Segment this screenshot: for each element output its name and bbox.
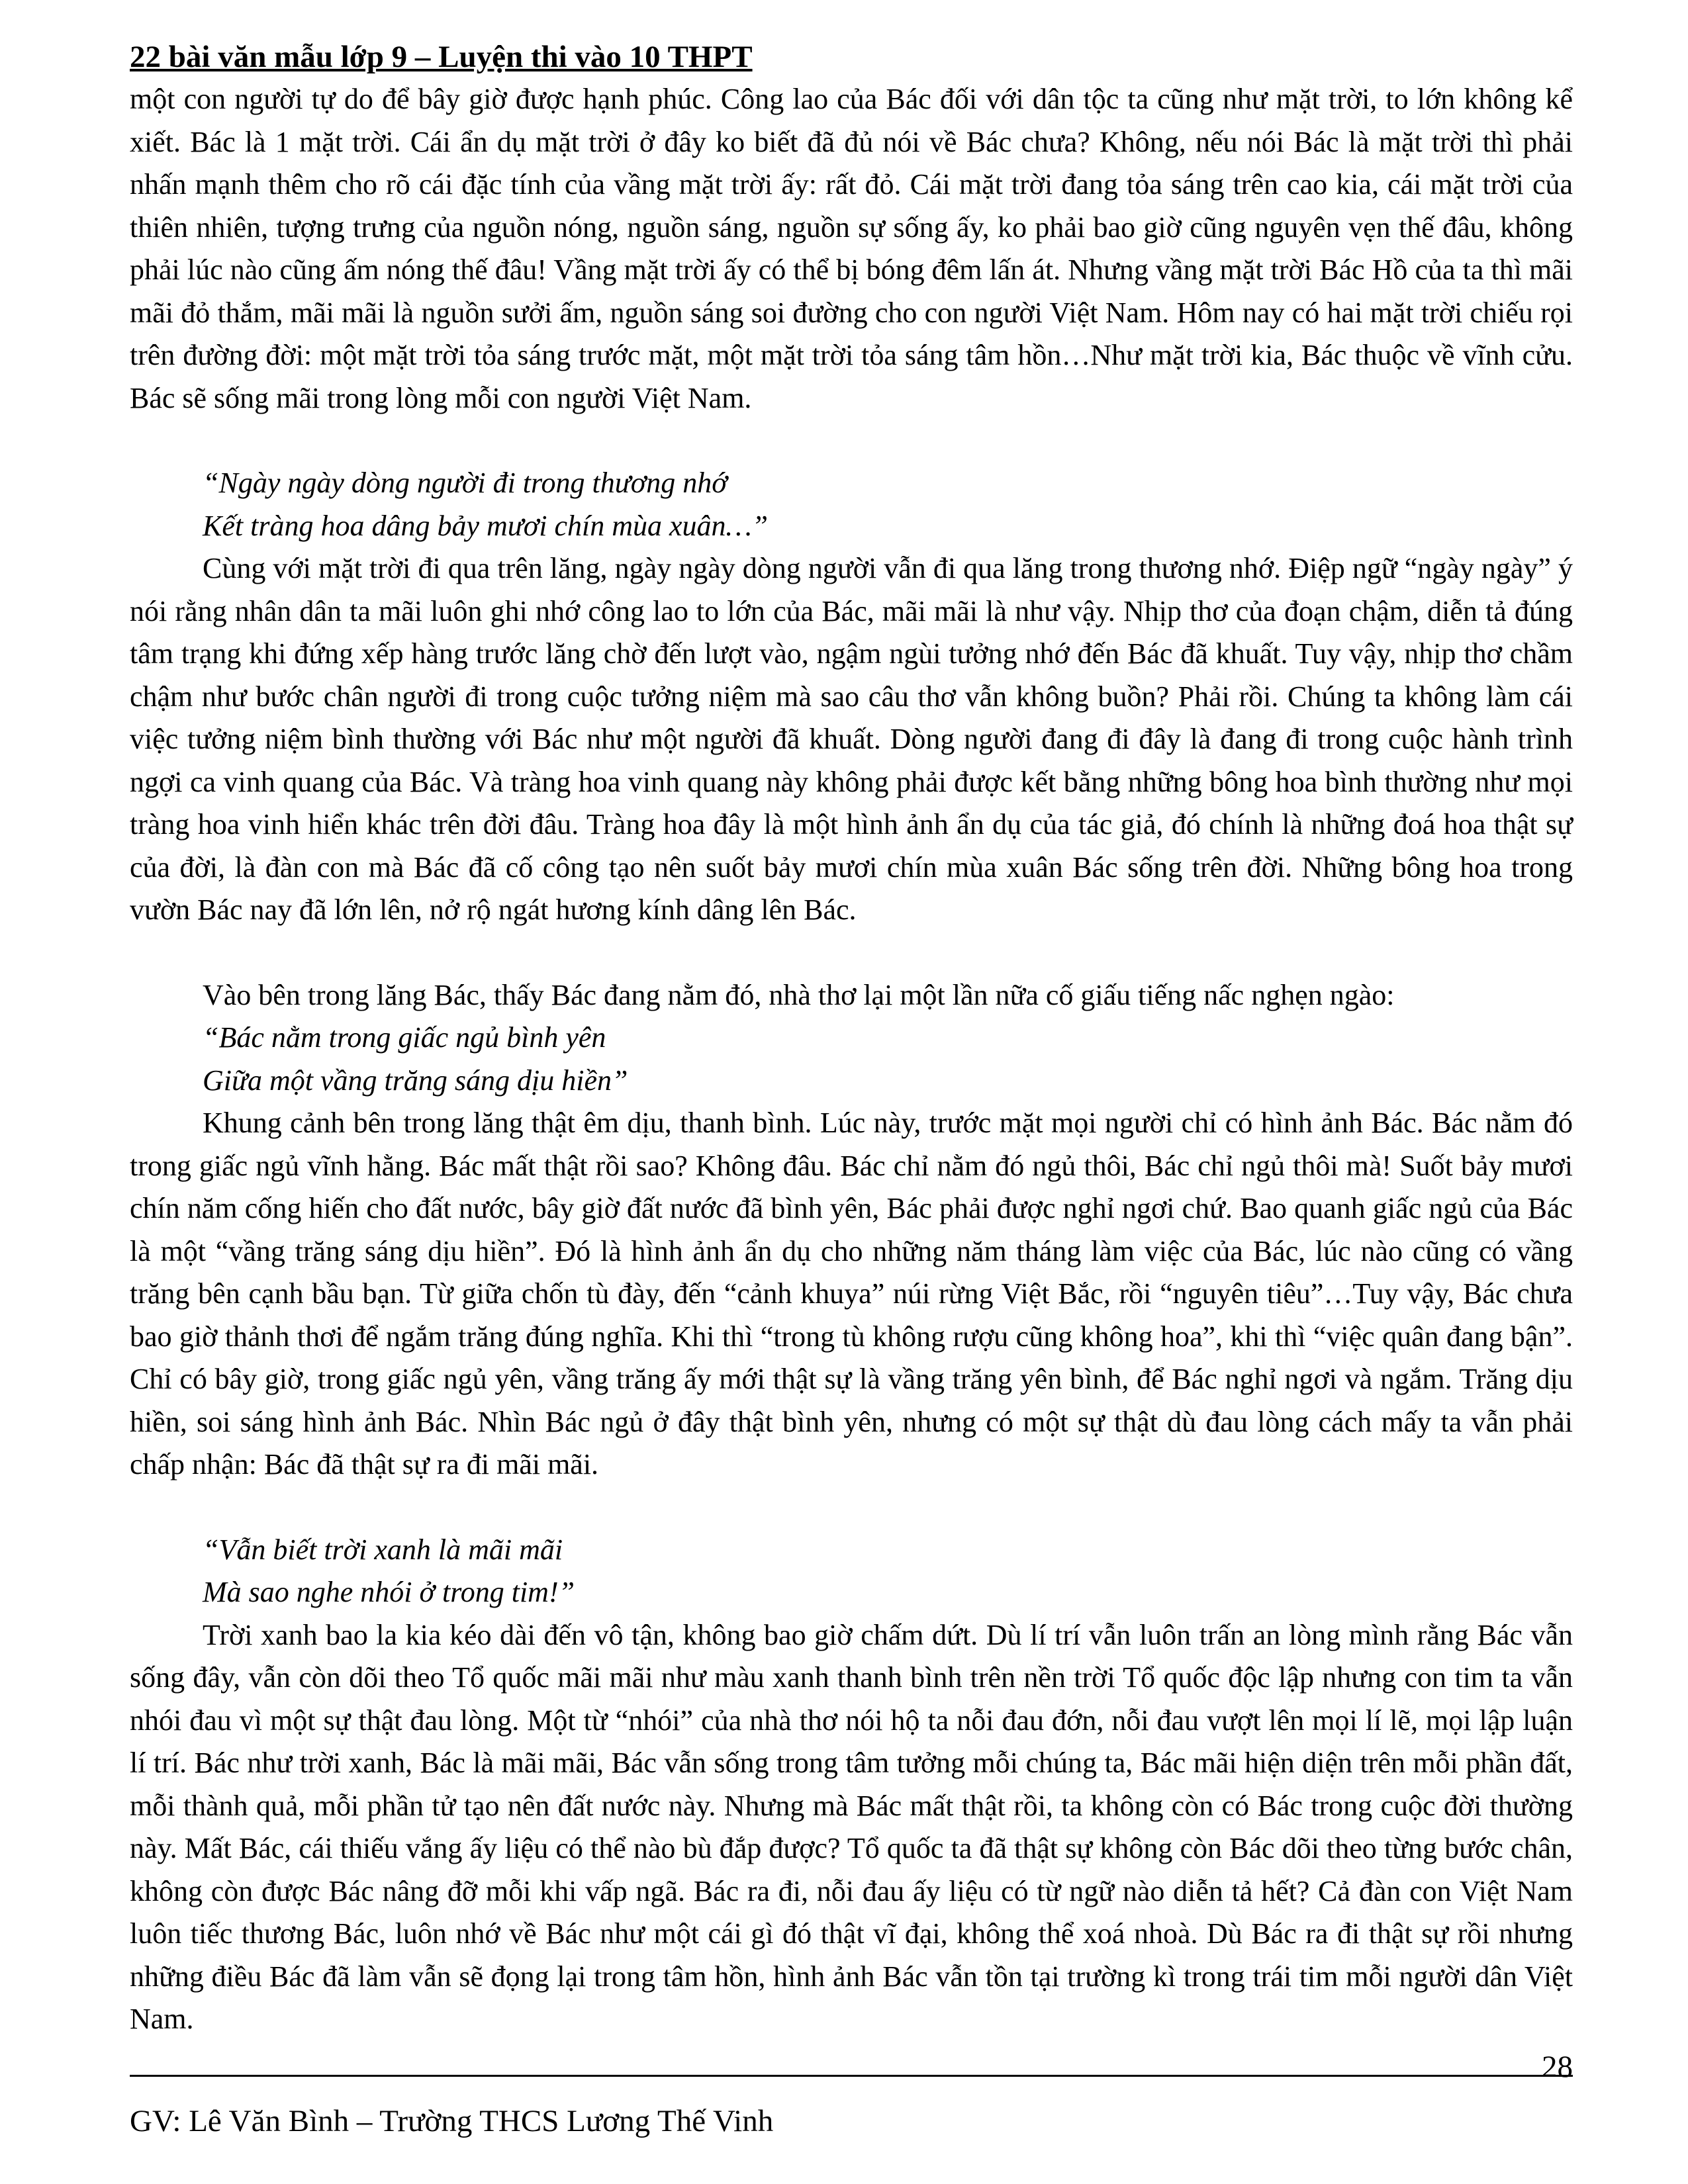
verse-1-line-1: “Ngày ngày dòng người đi trong thương nhớ [203, 467, 727, 499]
paragraph-1: một con người tự do để bây giờ được hạnh phúc. Công lao của Bác đối với dân tộc ta cũng như mặt trời, to lớn không kể xiết. Bác là 1 mặt trời. Cái ẩn dụ mặt trời ở đây ko biết đã đủ nói về Bác chưa? Không, nếu nói Bác là mặt trời thì phải nhấn mạnh thêm cho rõ cái đặc tính của vầng mặt trời ấy: rất đỏ. Cái mặt trời đang tỏa sáng trên cao kia, cái mặt trời của thiên nhiên, tượng trưng của nguồn nóng, nguồn sáng, nguồn sự sống ấy, ko phải bao giờ cũng nguyên vẹn thế đâu, không phải lúc nào cũng ấm nóng thế đâu! Vầng mặt trời ấy có thể bị bóng đêm lấn át. Nhưng vầng mặt trời Bác Hồ của ta thì mãi mãi đỏ thắm, mãi mãi là nguồn sưởi ấm, nguồn sáng soi đường cho con người Việt Nam. Hôm nay có hai mặt trời chiếu rọi trên đường đời: một mặt trời tỏa sáng trước mặt, một mặt trời tỏa sáng tâm hồn…Như mặt trời kia, Bác thuộc về vĩnh cửu. Bác sẽ sống mãi trong lòng mỗi con người Việt Nam. [130, 83, 1573, 414]
paragraph-gap [130, 1486, 1573, 1529]
document-body [130, 78, 1573, 2041]
verse-3-line-1: “Vẫn biết trời xanh là mãi mãi [203, 1533, 563, 1566]
paragraph-gap [130, 932, 1573, 974]
verse-2-line-2: Giữa một vầng trăng sáng dịu hiền” [203, 1064, 628, 1097]
paragraph-gap [130, 420, 1573, 462]
verse-1-line-2: Kết tràng hoa dâng bảy mươi chín mùa xuân…” [203, 509, 769, 542]
paragraph-5: Trời xanh bao la kia kéo dài đến vô tận, không bao giờ chấm dứt. Dù lí trí vẫn luôn trấn an lòng mình rằng Bác vẫn sống đây, vẫn còn dõi theo Tổ quốc mãi mãi như màu xanh thanh bình trên nền trời Tổ quốc độc lập nhưng con tim ta vẫn nhói đau vì một sự thật đau lòng. Một từ “nhói” của nhà thơ nói hộ ta nỗi đau đớn, nỗi đau vượt lên mọi lí lẽ, mọi lập luận lí trí. Bác như trời xanh, Bác là mãi mãi, Bác vẫn sống trong tâm tưởng mỗi chúng ta, Bác mãi hiện diện trên mỗi phần đất, mỗi thành quả, mỗi phần tử tạo nên đất nước này. Nhưng mà Bác mất thật rồi, ta không còn có Bác trong cuộc đời thường này. Mất Bác, cái thiếu vắng ấy liệu có thể nào bù đắp được? Tổ quốc ta đã thật sự không còn Bác dõi theo từng bước chân, không còn được Bác nâng đỡ mỗi khi vấp ngã. Bác ra đi, nỗi đau ấy liệu có từ ngữ nào diễn tả hết? Cả đàn con Việt Nam luôn tiếc thương Bác, luôn nhớ về Bác như một cái gì đó thật vĩ đại, không thể xoá nhoà. Dù Bác ra đi thật sự rồi nhưng những điều Bác đã làm vẫn sẽ đọng lại trong tâm hồn, hình ảnh Bác vẫn tồn tại trường kì trong trái tim mỗi người dân Việt Nam. [130, 1618, 1573, 2035]
verse-2-line-1: “Bác nằm trong giấc ngủ bình yên [203, 1021, 606, 1054]
footer-author: GV: Lê Văn Bình – Trường THCS Lương Thế Vinh [130, 2104, 774, 2138]
paragraph-2: Cùng với mặt trời đi qua trên lăng, ngày ngày dòng người vẫn đi qua lăng trong thương nhớ. Điệp ngữ “ngày ngày” ý nói rằng nhân dân ta mãi luôn ghi nhớ công lao to lớn của Bác, mãi mãi là như vậy. Nhịp thơ của đoạn chậm, diễn tả đúng tâm trạng khi đứng xếp hàng trước lăng chờ đến lượt vào, ngậm ngùi tưởng nhớ đến Bác đã khuất. Tuy vậy, nhịp thơ chầm chậm như bước chân người đi trong cuộc tưởng niệm mà sao câu thơ vẫn không buồn? Phải rồi. Chúng ta không làm cái việc tưởng niệm bình thường với Bác như một người đã khuất. Dòng người đang đi đây là đang đi trong cuộc hành trình ngợi ca vinh quang của Bác. Và tràng hoa vinh quang này không phải được kết bằng những bông hoa bình thường như mọi tràng hoa vinh hiển khác trên đời đâu. Tràng hoa đây là một hình ảnh ẩn dụ của tác giả, đó chính là những đoá hoa thật sự của đời, là đàn con mà Bác đã cố công tạo nên suốt bảy mươi chín mùa xuân Bác sống trên đời. Những bông hoa trong vườn Bác nay đã lớn lên, nở rộ ngát hương kính dâng lên Bác. [130, 552, 1573, 926]
verse-3-line-2: Mà sao nghe nhói ở trong tim!” [203, 1576, 575, 1608]
page-header-title: 22 bài văn mẫu lớp 9 – Luyện thi vào 10 THPT [130, 40, 753, 74]
paragraph-4: Khung cảnh bên trong lăng thật êm dịu, thanh bình. Lúc này, trước mặt mọi người chỉ có hình ảnh Bác. Bác nằm đó trong giấc ngủ vĩnh hằng. Bác mất thật rồi sao? Không đâu. Bác chỉ nằm đó ngủ thôi, Bác chỉ ngủ thôi mà! Suốt bảy mươi chín năm cống hiến cho đất nước, bây giờ đất nước đã bình yên, Bác phải được nghỉ ngơi chứ. Bao quanh giấc ngủ của Bác là một “vầng trăng sáng dịu hiền”. Đó là hình ảnh ẩn dụ cho những năm tháng làm việc của Bác, lúc nào cũng có vầng trăng bên cạnh bầu bạn. Từ giữa chốn tù đày, đến “cảnh khuya” núi rừng Việt Bắc, rồi “nguyên tiêu”…Tuy vậy, Bác chưa bao giờ thảnh thơi để ngắm trăng đúng nghĩa. Khi thì “trong tù không rượu cũng không hoa”, khi thì “việc quân đang bận”. Chỉ có bây giờ, trong giấc ngủ yên, vầng trăng ấy mới thật sự là vầng trăng yên bình, để Bác nghỉ ngơi và ngắm. Trăng dịu hiền, soi sáng hình ảnh Bác. Nhìn Bác ngủ ở đây thật bình yên, nhưng có một sự thật dù đau lòng cách mấy ta vẫn phải chấp nhận: Bác đã thật sự ra đi mãi mãi. [130, 1107, 1573, 1480]
page-number: 28 [1542, 2050, 1573, 2084]
footer-divider [130, 2075, 1573, 2077]
paragraph-3: Vào bên trong lăng Bác, thấy Bác đang nằm đó, nhà thơ lại một lần nữa cố giấu tiếng nấc nghẹn ngào: [203, 978, 1395, 1011]
